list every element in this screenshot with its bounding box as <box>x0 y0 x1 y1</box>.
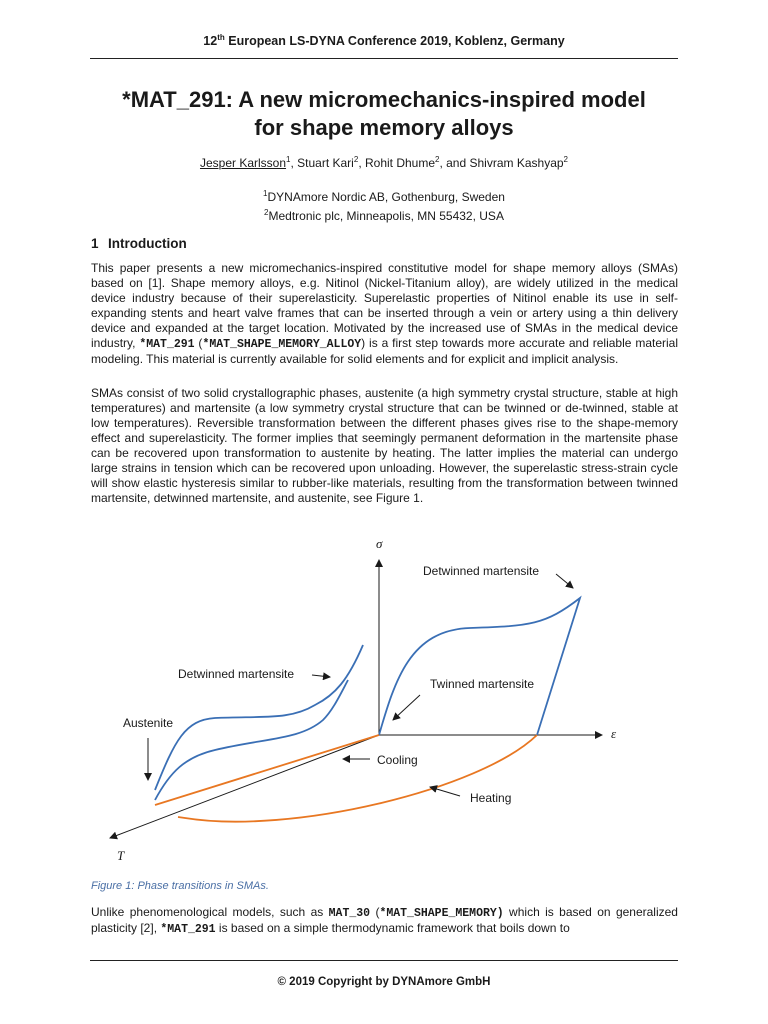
temperature-axis <box>110 735 379 838</box>
author-sep-3: , and <box>439 156 470 170</box>
p3-text-c: which is based on generalized plasticity [2], <box>91 905 678 935</box>
author-3-sup: 2 <box>435 155 440 164</box>
p1-text-c: ) is a first step towards more accurate and reliable material modeling. This material is currently available for solid elements and for explicit and implicit analysis. <box>91 336 678 366</box>
header-rule <box>90 58 678 59</box>
detwinning-curve <box>379 598 580 735</box>
paragraph-1 <box>91 261 678 367</box>
label-detwinned-left: Detwinned martensite <box>178 667 295 681</box>
affiliation-1-sup: 1 <box>263 189 268 198</box>
label-cooling: Cooling <box>377 753 418 767</box>
temperature-label: T <box>117 848 125 863</box>
header-ordinal: 12 <box>203 34 218 49</box>
affiliation-2-text: Medtronic plc, Minneapolis, MN 55432, USA <box>268 209 504 223</box>
p3-code-2: *MAT_SHAPE_MEMORY) <box>379 907 504 920</box>
affiliation-1-text: DYNAmore Nordic AB, Gothenburg, Sweden <box>267 190 505 204</box>
p1-code-2: *MAT_SHAPE_MEMORY_ALLOY <box>202 338 362 351</box>
arrow-detwinned-right <box>556 574 573 588</box>
figure-1 <box>90 530 650 870</box>
figure-caption: Figure 1: Phase transitions in SMAs. <box>91 880 269 892</box>
author-1-sup: 1 <box>286 155 291 164</box>
cooling-path <box>155 735 379 805</box>
label-heating: Heating <box>470 791 512 805</box>
p1-text-b: ( <box>194 336 203 350</box>
arrow-heating <box>430 787 460 796</box>
heating-path <box>178 735 537 822</box>
arrow-twinned <box>393 695 420 720</box>
author-4-sup: 2 <box>563 155 568 164</box>
p3-code-3: *MAT_291 <box>160 923 216 936</box>
author-2: Stuart Kari <box>297 156 354 170</box>
sigma-label: σ <box>376 536 383 551</box>
label-austenite: Austenite <box>123 716 174 730</box>
author-list <box>0 155 768 170</box>
section-number: 1 <box>91 236 99 251</box>
affiliation-2 <box>0 205 768 224</box>
phase-diagram <box>90 530 650 870</box>
arrow-detwinned-left <box>312 675 330 677</box>
p3-text-a: Unlike phenomenological models, such as <box>91 905 329 919</box>
footer-rule <box>90 960 678 961</box>
p1-text-a: This paper presents a new micromechanics-inspired constitutive model for shape memory alloys (SMAs) based on [1]. Shape memory alloys, e.g. Nitinol (Nickel-Titanium alloy), are widely utilized in the medical device industry because of their superelasticity. Superelastic properties of Nitinol enable its use in self-expanding stents and heart valve frames that can be inserted through a vein or artery using a thin delivery device and expanded at the target location. Motivated by the increased use of SMAs in the medical device industry, <box>91 261 678 350</box>
title-line-2: for shape memory alloys <box>254 115 514 140</box>
affiliation-2-sup: 2 <box>264 208 269 217</box>
label-twinned: Twinned martensite <box>430 677 535 691</box>
author-2-sup: 2 <box>353 155 359 164</box>
author-1: Jesper Karlsson <box>199 156 287 170</box>
author-sep-1: , <box>290 156 298 170</box>
conference-header <box>0 33 768 48</box>
label-detwinned-right: Detwinned martensite <box>423 564 540 578</box>
p3-text-b: ( <box>370 905 380 919</box>
paper-title <box>40 86 728 142</box>
section-title: Introduction <box>108 236 187 251</box>
section-heading <box>91 236 187 251</box>
p3-text-d: is based on a simple thermodynamic framework that boils down to <box>215 921 570 935</box>
austenite-curve-lower <box>155 680 348 800</box>
title-line-1: *MAT_291: A new micromechanics-inspired model <box>122 87 646 112</box>
affiliation-1 <box>0 186 768 205</box>
header-conference: European LS-DYNA Conference 2019, Koblenz, Germany <box>228 34 565 49</box>
paragraph-3 <box>91 905 678 937</box>
paragraph-2: SMAs consist of two solid crystallographic phases, austenite (a high symmetry crystal structure, stable at high temperatures) and martensite (a low symmetry crystal structure that can be twinned or de-twinned, stable at low temperatures). Reversible transformation between the different phases gives rise to the shape-memory effect and superelasticity. The former implies that seemingly permanent deformation in the martensite phase can be recovered upon transformation to austenite by heating. The latter implies the material can undergo large strains in tension which can be recovered upon unloading. However, the superelastic stress-strain cycle will show elastic hysteresis similar to rubber-like materials, resulting from the transformation between twinned martensite, detwinned martensite, and austenite, see Figure 1. <box>91 386 678 505</box>
epsilon-label: ε <box>611 726 617 741</box>
author-sep-2: , <box>358 156 365 170</box>
p1-code-1: *MAT_291 <box>139 338 195 351</box>
header-ordinal-suffix: th <box>217 33 225 42</box>
author-4: Shivram Kashyap <box>469 156 564 170</box>
copyright-footer: © 2019 Copyright by DYNAmore GmbH <box>277 976 491 988</box>
p3-code-1: MAT_30 <box>328 907 371 920</box>
author-3: Rohit Dhume <box>364 156 436 170</box>
affiliations <box>0 186 768 224</box>
